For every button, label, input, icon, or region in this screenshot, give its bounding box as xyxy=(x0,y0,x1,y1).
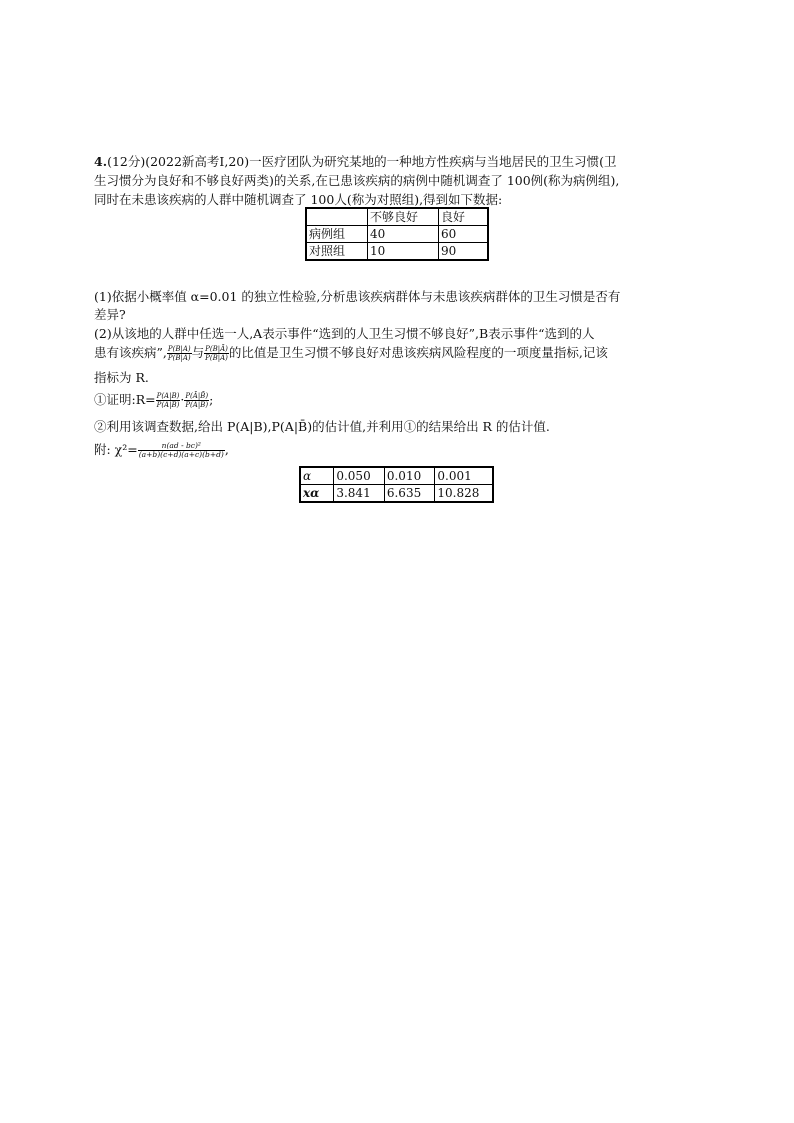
item-1-fraction-2 xyxy=(184,392,209,409)
fraction-2-numerator: P(B|Ā) xyxy=(205,345,228,353)
problem-line-1-text: (12分)(2022新高考Ⅰ,20)一医疗团队为研究某地的一种地方性疾病与当地居民的卫生习惯(卫 xyxy=(107,154,617,169)
table-cell: 60 xyxy=(439,226,489,243)
table-cell: 0.001 xyxy=(435,467,493,485)
part2-line-2 xyxy=(94,343,704,362)
fraction-1-numerator: P(B|A) xyxy=(167,345,191,353)
table-cell: 6.635 xyxy=(384,485,435,503)
table-row xyxy=(306,243,488,261)
problem-line-3: 同时在未患该疾病的人群中随机调查了 100人(称为对照组),得到如下数据: xyxy=(94,192,503,207)
table-row xyxy=(306,226,488,243)
part2-line-3: 指标为 R. xyxy=(94,370,149,385)
table-cell: 病例组 xyxy=(306,226,368,243)
fraction-1-denominator: P(B̄|A) xyxy=(167,354,191,362)
part1-line-2: 差异? xyxy=(94,307,126,322)
table-header: 不够良好 xyxy=(368,208,439,226)
table-cell: xα xyxy=(300,485,334,503)
table-cell: 0.010 xyxy=(384,467,435,485)
item-1-fraction-2-denominator: P(A|B̄) xyxy=(185,401,209,409)
item-1-fraction-1-denominator: P(Ā|B) xyxy=(156,401,180,409)
part2-line-1: (2)从该地的人群中任选一人,A表示事件“选到的人卫生习惯不够良好”,B表示事件“选到的人 xyxy=(94,326,595,341)
table-row xyxy=(306,208,488,226)
table-header: 良好 xyxy=(439,208,489,226)
item-1-start: ①证明:R= xyxy=(94,392,156,407)
table-cell: 0.050 xyxy=(334,467,385,485)
chi-square-denominator: (a+b)(c+d)(a+c)(b+d) xyxy=(138,450,224,459)
fraction-1 xyxy=(167,345,192,362)
chi-square-fraction xyxy=(138,442,225,459)
data-table xyxy=(305,207,489,261)
problem-number: 4. xyxy=(94,154,108,169)
appendix-line xyxy=(94,440,704,459)
item-1-fraction-1 xyxy=(156,392,181,409)
item-1-end: ; xyxy=(209,392,214,407)
part2-line-2-end: 的比值是卫生习惯不够良好对患该疾病风险程度的一项度量指标,记该 xyxy=(228,345,608,360)
table-cell: 40 xyxy=(368,226,439,243)
table-cell: α xyxy=(300,467,334,485)
table-cell: 对照组 xyxy=(306,243,368,261)
table-cell: 10 xyxy=(368,243,439,261)
table-cell xyxy=(306,208,368,226)
table-cell: 90 xyxy=(439,243,489,261)
part2-item-2: ②利用该调查数据,给出 P(A|B),P(A|B̄)的估计值,并利用①的结果给出 R 的估计值. xyxy=(94,419,550,434)
table-cell: 10.828 xyxy=(435,485,493,503)
item-1-fraction-1-numerator: P(A|B) xyxy=(156,392,180,400)
appendix-label: 附: χ²= xyxy=(94,442,138,457)
table-row xyxy=(300,485,493,503)
fraction-2 xyxy=(204,345,229,362)
chi-square-numerator: n(ad - bc)² xyxy=(138,442,225,451)
part2-item-1 xyxy=(94,390,704,409)
part2-line-2-start: 患有该疾病”, xyxy=(94,345,167,360)
table-row xyxy=(300,467,493,485)
problem-line-1 xyxy=(94,152,704,171)
problem-line-2: 生习惯分为良好和不够良好两类)的关系,在已患该疾病的病例中随机调查了 100例(称为病例组), xyxy=(94,173,620,188)
item-1-dot: · xyxy=(180,392,185,407)
table-cell: 3.841 xyxy=(334,485,385,503)
fraction-2-denominator: P(B̄|Ā) xyxy=(205,354,228,362)
part2-line-2-mid: 与 xyxy=(191,345,205,360)
item-1-fraction-2-numerator: P(Ā|B̄) xyxy=(185,392,209,400)
appendix-end: , xyxy=(224,442,229,457)
part1-line-1: (1)依据小概率值 α=0.01 的独立性检验,分析患该疾病群体与未患该疾病群体的卫生习惯是否有 xyxy=(94,289,621,304)
critical-value-table xyxy=(299,466,494,503)
